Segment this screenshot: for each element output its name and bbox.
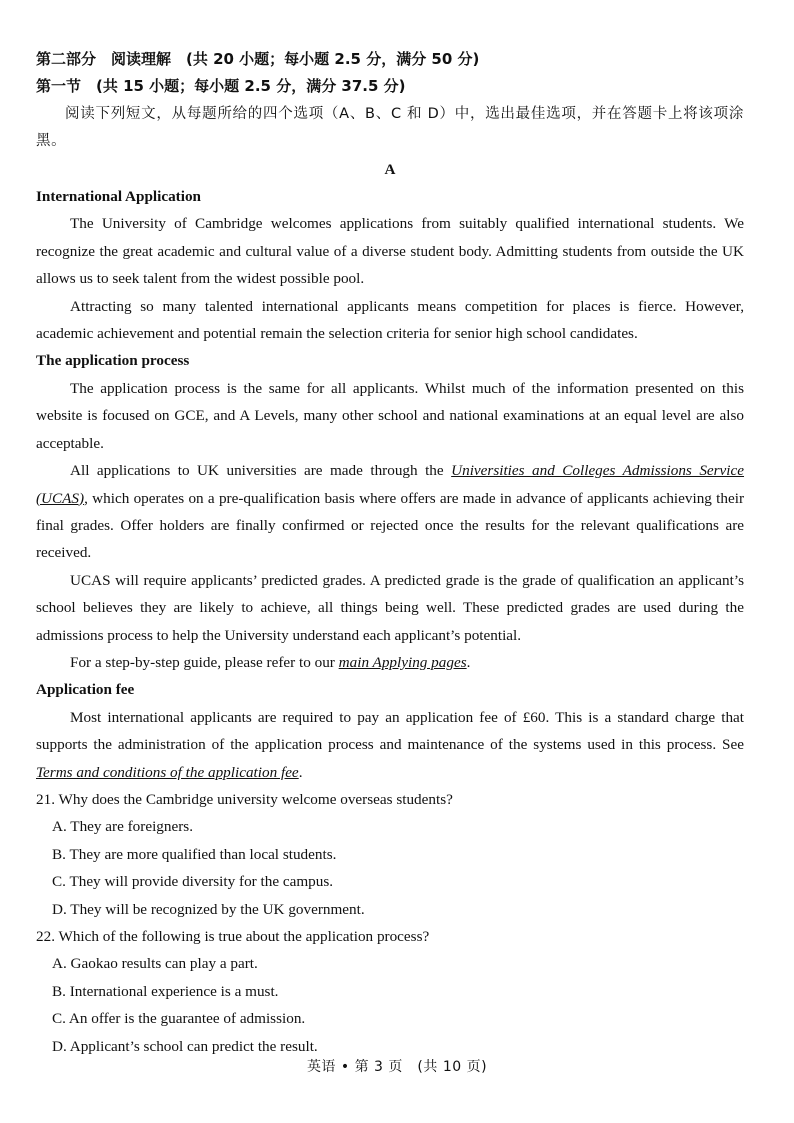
question-22-option-c: C. An offer is the guarantee of admission. <box>52 1010 306 1028</box>
question-22-option-d: D. Applicant’s school can predict the result. <box>52 1037 318 1055</box>
intl-paragraph-1: The University of Cambridge welcomes applications from suitably qualified international students. We recognize the great academic and cultural value of a diverse student body. Admitting students from outside the UK allows us to seek talent from the widest possible pool. <box>36 215 744 288</box>
passage-label: A <box>384 160 396 178</box>
question-21-option-a: A. They are foreigners. <box>52 818 193 836</box>
process-paragraph-1: The application process is the same for all applicants. Whilst much of the information presented on this website is focused on GCE, and A Levels, many other school and national examinations at an equal level are also acceptable. <box>36 379 744 452</box>
question-21 <box>36 786 744 923</box>
process-p4-text-after: . <box>466 653 471 671</box>
instructions: 阅读下列短文，从每题所给的四个选项（A、B、C 和 D）中，选出最佳选项，并在答题卡上将该项涂黑。 <box>36 105 744 150</box>
page-footer: 英语 • 第 3 页 (共 10 页) <box>306 1059 488 1075</box>
question-22-option-b: B. International experience is a must. <box>52 982 279 1000</box>
question-22 <box>36 923 744 1060</box>
intl-application-title: International Application <box>36 188 201 206</box>
question-21-option-d: D. They will be recognized by the UK government. <box>52 900 365 918</box>
intl-paragraph-2: Attracting so many talented international applicants means competition for places is fierce. However, academic achievement and potential remain the selection criteria for senior high school candidates. <box>36 297 744 343</box>
fee-terms-link[interactable]: Terms and conditions of the application fee <box>36 763 299 781</box>
fee-text-before: Most international applicants are required to pay an application fee of £60. This is a standard charge that supports the administration of the application process and maintenance of the systems used in this process. See <box>36 708 744 754</box>
question-22-option-a: A. Gaokao results can play a part. <box>52 955 258 973</box>
part-heading: 第二部分 阅读理解 (共 20 小题；每小题 2.5 分，满分 50 分) <box>36 50 480 68</box>
process-paragraph-3: UCAS will require applicants’ predicted grades. A predicted grade is the grade of qualification an applicant’s school believes they are likely to achieve, all things being well. These predicted grades are used during the admissions process to help the University understand each applicant’s potential. <box>36 571 744 644</box>
process-paragraph-4 <box>36 649 744 676</box>
process-p2-text-before: All applications to UK universities are made through the <box>70 462 452 480</box>
fee-title: Application fee <box>36 681 135 699</box>
process-title: The application process <box>36 352 190 370</box>
question-22-stem: 22. Which of the following is true about the application process? <box>36 928 430 945</box>
section-heading: 第一节 (共 15 小题；每小题 2.5 分，满分 37.5 分) <box>36 77 406 96</box>
ucas-link[interactable]: Universities and Colleges Admissions Service (UCAS) <box>36 462 745 507</box>
process-paragraph-2 <box>36 457 744 567</box>
question-21-stem: 21. Why does the Cambridge university welcome overseas students? <box>36 790 453 808</box>
fee-paragraph <box>36 704 744 786</box>
applying-pages-link[interactable]: main Applying pages <box>338 653 467 671</box>
question-21-option-b: B. They are more qualified than local students. <box>52 845 337 863</box>
process-p2-text-after: , which operates on a pre-qualification basis where offers are made in advance of applicants achieving their final grades. Offer holders are finally confirmed or rejected once the results for the relevant qualifications are received. <box>36 489 744 562</box>
question-21-option-c: C. They will provide diversity for the campus. <box>52 873 334 891</box>
exam-page <box>36 46 744 1060</box>
fee-text-after: . <box>298 763 303 781</box>
process-p4-text-before: For a step-by-step guide, please refer to our <box>70 653 339 671</box>
